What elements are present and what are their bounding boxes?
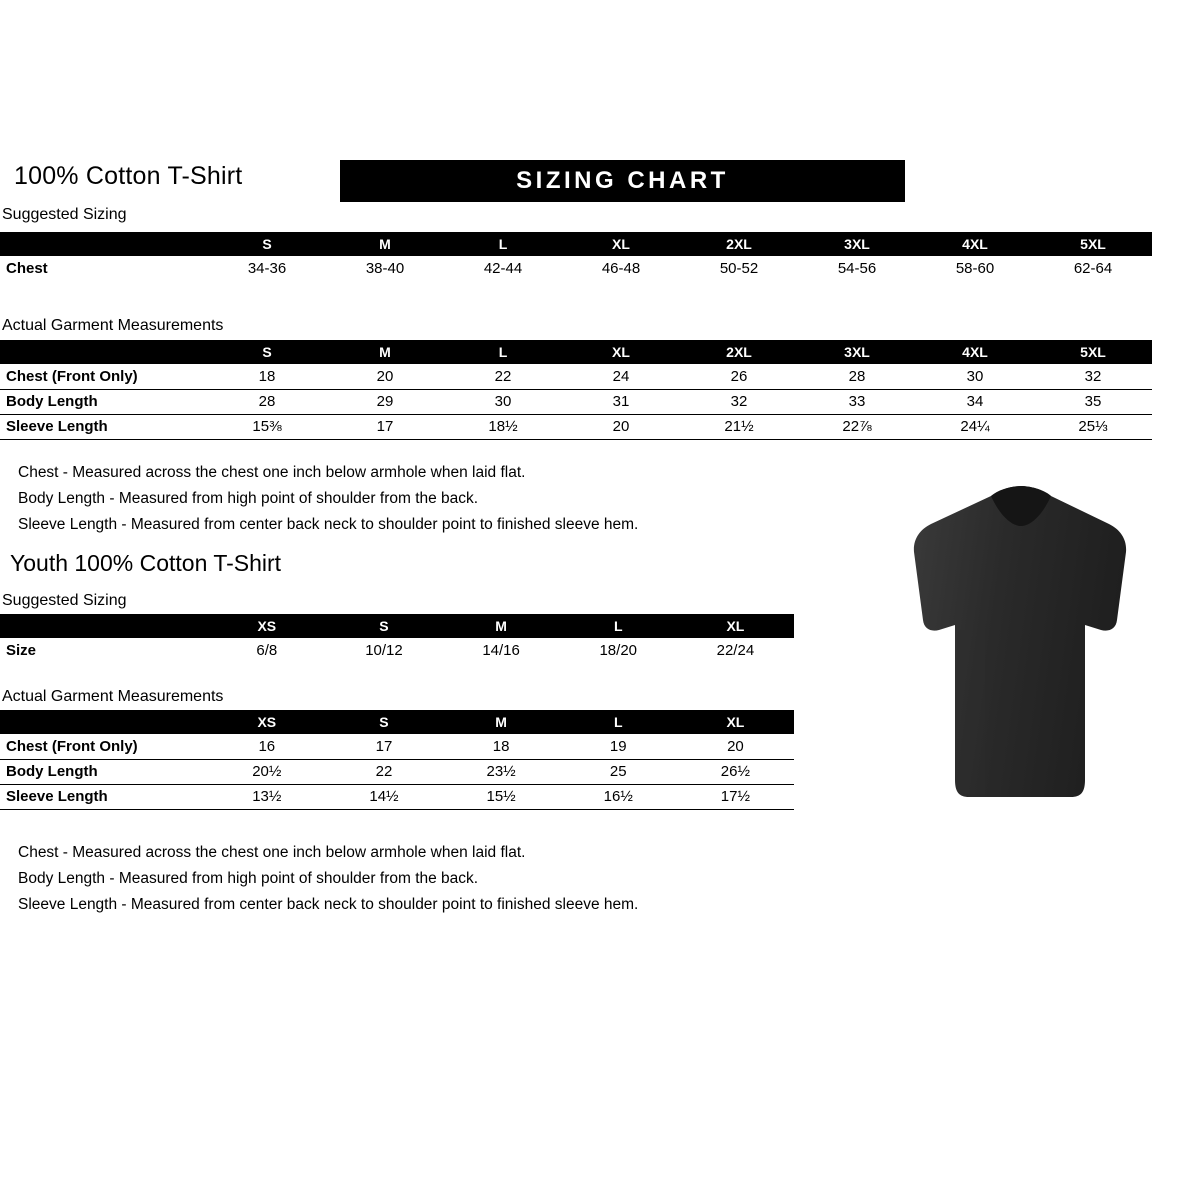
col-header: 5XL: [1034, 340, 1152, 364]
cell: 14/16: [482, 642, 520, 659]
cell: 42-44: [483, 260, 523, 277]
table-row: [0, 389, 1152, 414]
cell: 20: [326, 364, 444, 389]
col-header: S: [208, 340, 326, 364]
tshirt-illustration: [895, 480, 1145, 810]
table-row: [0, 759, 794, 784]
cell: 18½: [444, 414, 562, 439]
cell: 18: [208, 364, 326, 389]
col-header: XL: [677, 710, 794, 734]
adult-note-chest: Chest - Measured across the chest one inch below armhole when laid flat.: [18, 464, 526, 481]
adult-note-body-length: Body Length - Measured from high point of shoulder from the back.: [18, 490, 479, 507]
cell: 20½: [208, 759, 325, 784]
cell: 20: [562, 414, 680, 439]
row-header: Body Length: [0, 759, 208, 784]
cell: 54-56: [837, 260, 877, 277]
cell: 26: [680, 364, 798, 389]
table-header-row: [0, 340, 1152, 364]
row-header: Chest: [6, 260, 48, 277]
col-header: [0, 614, 208, 638]
cell: 28: [798, 364, 916, 389]
youth-note-sleeve-length: Sleeve Length - Measured from center back neck to shoulder point to finished sleeve hem.: [18, 896, 639, 913]
cell: 22: [444, 364, 562, 389]
adult-suggested-sizing-label: Suggested Sizing: [2, 206, 127, 223]
cell: 25⅓: [1034, 414, 1152, 439]
col-header: L: [444, 340, 562, 364]
youth-suggested-sizing-label: Suggested Sizing: [2, 592, 127, 609]
col-header: 3XL: [798, 232, 916, 256]
table-row: [0, 784, 794, 809]
col-header: 4XL: [916, 232, 1034, 256]
col-header: 2XL: [680, 340, 798, 364]
row-header: Body Length: [0, 389, 208, 414]
cell: 30: [444, 389, 562, 414]
cell: 32: [1034, 364, 1152, 389]
col-header: L: [560, 710, 677, 734]
col-header: XL: [677, 614, 794, 638]
tshirt-icon: [895, 480, 1145, 810]
cell: 46-48: [601, 260, 641, 277]
cell: 21½: [680, 414, 798, 439]
col-header: XS: [208, 710, 325, 734]
cell: 26½: [677, 759, 794, 784]
cell: 31: [562, 389, 680, 414]
row-header: Sleeve Length: [0, 414, 208, 439]
youth-actual-measurements-table: [0, 710, 794, 810]
cell: 14½: [325, 784, 442, 809]
cell: 17: [325, 734, 442, 759]
cell: 23½: [443, 759, 560, 784]
col-header: 2XL: [680, 232, 798, 256]
col-header: 5XL: [1034, 232, 1152, 256]
cell: 15⅜: [208, 414, 326, 439]
cell: 18: [443, 734, 560, 759]
row-header: Chest (Front Only): [0, 364, 208, 389]
cell: 62-64: [1073, 260, 1113, 277]
col-header: S: [208, 232, 326, 256]
adult-actual-measurements-label: Actual Garment Measurements: [2, 317, 224, 334]
table-row: [0, 638, 794, 663]
sizing-chart-banner-label: SIZING CHART: [516, 167, 729, 194]
col-header: M: [443, 614, 560, 638]
header-row: [0, 160, 905, 202]
cell: 22: [325, 759, 442, 784]
col-header: XL: [562, 340, 680, 364]
col-header: XS: [208, 614, 325, 638]
cell: 17½: [677, 784, 794, 809]
cell: 22⅞: [798, 414, 916, 439]
adult-note-sleeve-length: Sleeve Length - Measured from center back neck to shoulder point to finished sleeve hem.: [18, 516, 639, 533]
table-row: [0, 734, 794, 759]
cell: 34-36: [247, 260, 287, 277]
table-header-row: [0, 710, 794, 734]
cell: 25: [560, 759, 677, 784]
adult-actual-measurements-table: [0, 340, 1152, 440]
cell: 22/24: [716, 642, 755, 659]
cell: 20: [677, 734, 794, 759]
cell: 15½: [443, 784, 560, 809]
cell: 29: [326, 389, 444, 414]
cell: 30: [916, 364, 1034, 389]
cell: 18/20: [599, 642, 638, 659]
col-header: [0, 710, 208, 734]
table-header-row: [0, 232, 1152, 256]
cell: 32: [680, 389, 798, 414]
youth-note-chest: Chest - Measured across the chest one inch below armhole when laid flat.: [18, 844, 526, 861]
col-header: [0, 340, 208, 364]
cell: 13½: [208, 784, 325, 809]
table-row: [0, 414, 1152, 439]
col-header: M: [326, 232, 444, 256]
col-header: L: [444, 232, 562, 256]
cell: 50-52: [719, 260, 759, 277]
cell: 28: [208, 389, 326, 414]
cell: 10/12: [365, 642, 403, 659]
cell: 19: [560, 734, 677, 759]
cell: 38-40: [365, 260, 405, 277]
adult-suggested-sizing-table: [0, 232, 1152, 281]
cell: 35: [1034, 389, 1152, 414]
col-header: 4XL: [916, 340, 1034, 364]
cell: 17: [326, 414, 444, 439]
cell: 34: [916, 389, 1034, 414]
cell: 16½: [560, 784, 677, 809]
cell: 24: [562, 364, 680, 389]
col-header: M: [326, 340, 444, 364]
col-header: S: [325, 710, 442, 734]
row-header: Chest (Front Only): [0, 734, 208, 759]
cell: 6/8: [256, 642, 278, 659]
row-header: Size: [6, 642, 37, 659]
sizing-chart-banner: [340, 160, 905, 202]
youth-actual-measurements-label: Actual Garment Measurements: [2, 688, 224, 705]
col-header: 3XL: [798, 340, 916, 364]
youth-suggested-sizing-table: [0, 614, 794, 663]
col-header: [0, 232, 208, 256]
cell: 33: [798, 389, 916, 414]
cell: 16: [208, 734, 325, 759]
youth-section-title: Youth 100% Cotton T-Shirt: [10, 550, 282, 576]
cell: 58-60: [955, 260, 995, 277]
col-header: L: [560, 614, 677, 638]
table-row: [0, 256, 1152, 281]
col-header: S: [325, 614, 442, 638]
page-title: 100% Cotton T-Shirt: [14, 162, 243, 190]
col-header: XL: [562, 232, 680, 256]
table-row: [0, 364, 1152, 389]
cell: 24¼: [916, 414, 1034, 439]
col-header: M: [443, 710, 560, 734]
table-header-row: [0, 614, 794, 638]
youth-note-body-length: Body Length - Measured from high point of shoulder from the back.: [18, 870, 479, 887]
row-header: Sleeve Length: [0, 784, 208, 809]
